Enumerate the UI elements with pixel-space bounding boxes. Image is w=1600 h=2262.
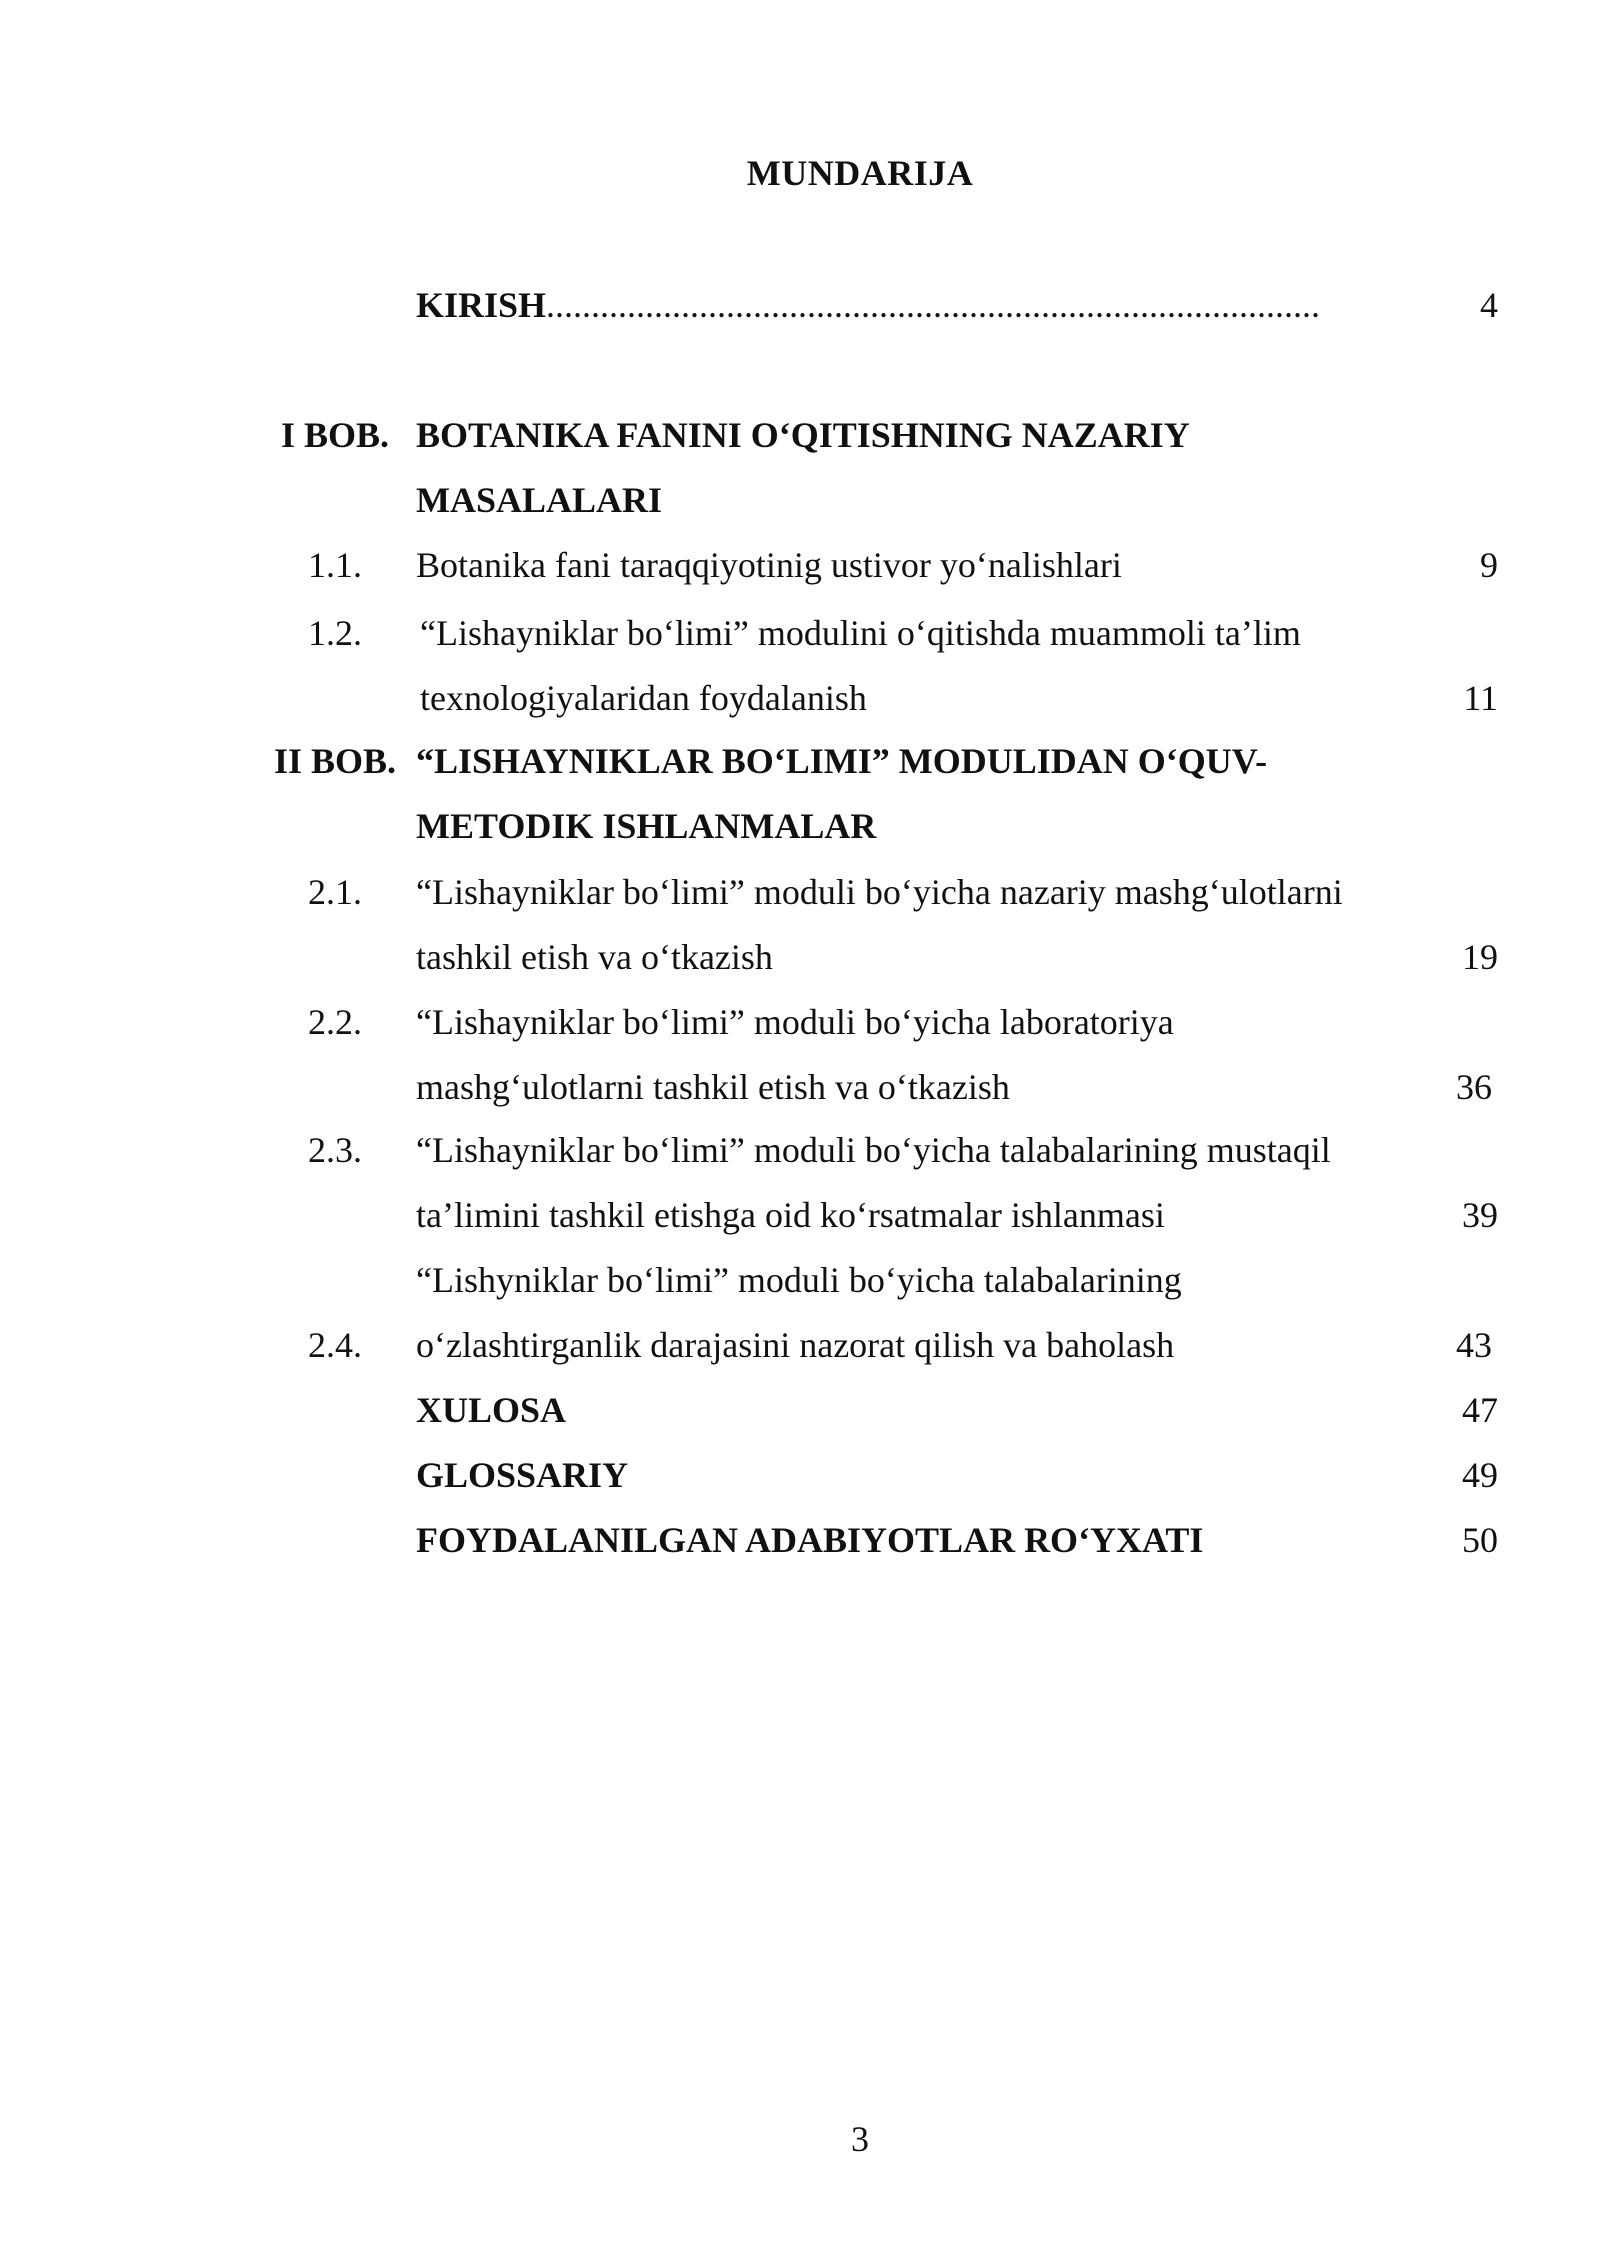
section-number: 2.3.	[308, 1130, 362, 1170]
chapter-title-line: METODIK ISHLANMALAR	[416, 806, 877, 846]
toc-page-number: 9	[1480, 545, 1498, 585]
toc-entry-xulosa: XULOSA	[416, 1390, 567, 1430]
section-title-line: “Lishayniklar bo‘limi” moduli bo‘yicha nazariy mashg‘ulotlarni	[416, 872, 1343, 912]
section-title-line: “Lishyniklar bo‘limi” moduli bo‘yicha talabalarining	[416, 1260, 1182, 1300]
chapter-title-line: “LISHAYNIKLAR BO‘LIMI” MODULIDAN O‘QUV-	[416, 741, 1268, 781]
toc-page-number: 49	[1462, 1455, 1498, 1495]
chapter-title-line: BOTANIKA FANINI O‘QITISHNING NAZARIY	[416, 415, 1190, 455]
page-title: MUNDARIJA	[746, 153, 974, 193]
section-title-line: Botanika fani taraqqiyotinig ustivor yo‘nalishlari	[416, 545, 1122, 585]
section-title-line: “Lishayniklar bo‘limi” moduli bo‘yicha talabalarining mustaqil	[416, 1130, 1331, 1170]
chapter-title-line: MASALALARI	[416, 480, 663, 520]
section-title-line: mashg‘ulotlarni tashkil etish va o‘tkazish	[416, 1067, 1010, 1107]
toc-leader-dots: ......................................................................................	[546, 285, 1321, 325]
section-title-line: tashkil etish va o‘tkazish	[416, 937, 773, 977]
section-number: 2.4.	[308, 1325, 362, 1365]
toc-page-number: 47	[1462, 1390, 1498, 1430]
toc-page-number: 50	[1462, 1520, 1498, 1560]
section-number: 2.2.	[308, 1002, 362, 1042]
toc-page-number: 43	[1456, 1325, 1492, 1365]
section-title-line: texnologiyalaridan foydalanish	[420, 678, 867, 718]
section-title-line: “Lishayniklar bo‘limi” moduli bo‘yicha laboratoriya	[416, 1002, 1174, 1042]
toc-page-number: 4	[1480, 285, 1498, 325]
page-footer-number: 3	[851, 2119, 869, 2159]
toc-entry-glossariy: GLOSSARIY	[416, 1455, 629, 1495]
toc-page-number: 19	[1462, 937, 1498, 977]
toc-entry-adabiyotlar: FOYDALANILGAN ADABIYOTLAR RO‘YXATI	[416, 1520, 1204, 1560]
section-title-line: ta’limini tashkil etishga oid ko‘rsatmalar ishlanmasi	[416, 1195, 1165, 1235]
section-title-line: o‘zlashtirganlik darajasini nazorat qilish va baholash	[416, 1325, 1175, 1365]
chapter-label: II BOB.	[273, 741, 397, 781]
section-number: 1.2.	[308, 613, 362, 653]
section-title-line: “Lishayniklar bo‘limi” modulini o‘qitishda muammoli ta’lim	[420, 613, 1301, 653]
chapter-label: I BOB.	[280, 415, 390, 455]
toc-page-number: 36	[1456, 1067, 1492, 1107]
section-number: 1.1.	[308, 545, 362, 585]
toc-entry-label: KIRISH	[416, 285, 547, 325]
toc-page-number: 39	[1462, 1195, 1498, 1235]
toc-page-number: 11	[1463, 678, 1498, 718]
section-number: 2.1.	[308, 872, 362, 912]
toc-entry-kirish	[416, 285, 1320, 325]
